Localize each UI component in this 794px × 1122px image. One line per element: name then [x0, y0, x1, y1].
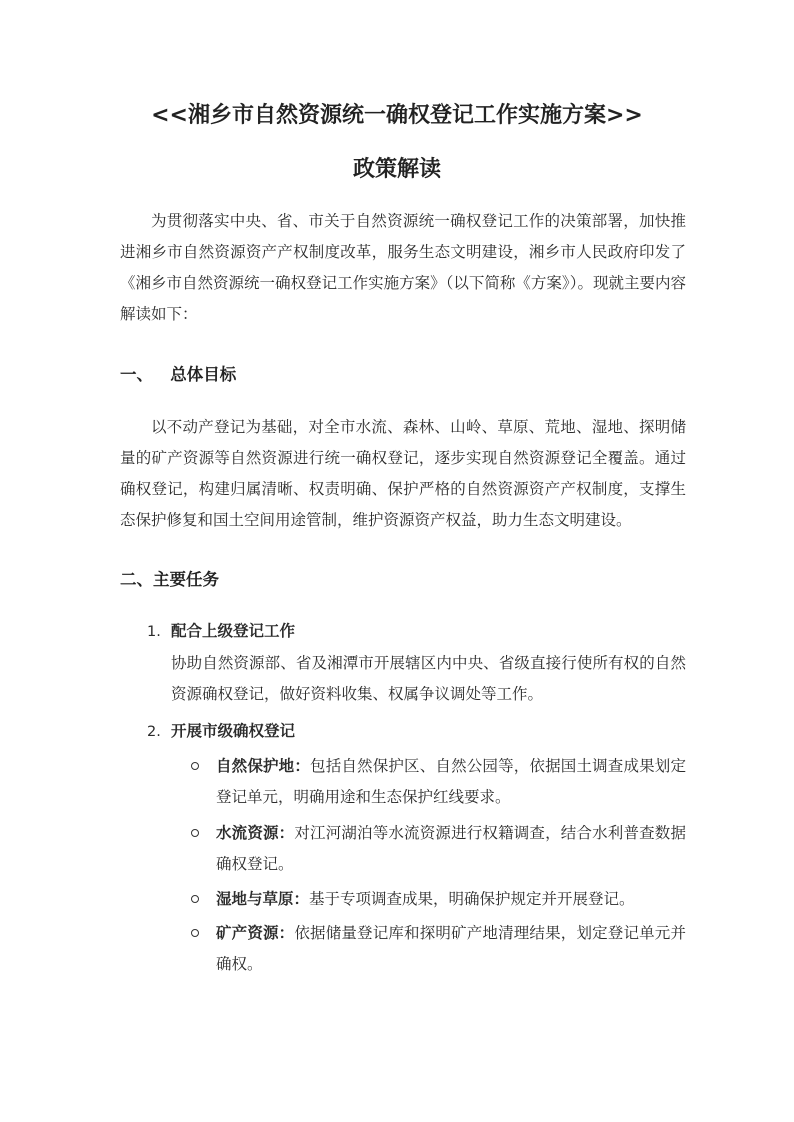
task-title: 开展市级确权登记	[171, 722, 296, 740]
list-item	[191, 918, 686, 980]
list-item	[191, 884, 686, 915]
document-subtitle: 政策解读	[352, 157, 441, 182]
task-title: 配合上级登记工作	[171, 622, 296, 640]
circle-bullet-icon	[191, 929, 199, 937]
task-item	[147, 719, 295, 741]
list-item-label: 水流资源：	[216, 824, 295, 842]
list-item-text: 包括自然保护区、自然公园等，依据国土调查成果划定登记单元，明确用途和生态保护红线要求。	[216, 757, 686, 806]
list-item-label: 矿产资源：	[216, 924, 295, 942]
overall-goal-paragraph: 以不动产登记为基础，对全市水流、森林、山岭、草原、荒地、湿地、探明储量的矿产资源等自然资源进行统一确权登记，逐步实现自然资源登记全覆盖。通过确权登记，构建归属清晰、权责明确、保护严格的自然资源资产产权制度，支撑生态保护修复和国土空间用途管制，维护资源资产权益，助力生态文明建设。	[120, 418, 686, 529]
list-item	[191, 818, 686, 880]
list-item-label: 湿地与草原：	[216, 890, 310, 908]
document-title: <<湘乡市自然资源统一确权登记工作实施方案>>	[151, 103, 643, 128]
list-item-text: 依据储量登记库和探明矿产地清理结果，划定登记单元并确权。	[216, 924, 686, 973]
intro-paragraph: 为贯彻落实中央、省、市关于自然资源统一确权登记工作的决策部署，加快推进湘乡市自然资源资产产权制度改革，服务生态文明建设，湘乡市人民政府印发了《湘乡市自然资源统一确权登记工作实施方案》（以下简称《方案》）。现就主要内容解读如下：	[120, 212, 686, 323]
circle-bullet-icon	[191, 762, 199, 770]
list-item	[191, 751, 686, 813]
task-description: 协助自然资源部、省及湘潭市开展辖区内中央、省级直接行使所有权的自然资源确权登记，做好资料收集、权属争议调处等工作。	[171, 654, 686, 703]
circle-bullet-icon	[191, 829, 199, 837]
list-item-label: 自然保护地：	[216, 757, 311, 775]
circle-bullet-icon	[191, 895, 199, 903]
list-item-text: 基于专项调查成果，明确保护规定并开展登记。	[309, 890, 635, 908]
list-item-text: 对江河湖泊等水流资源进行权籍调查，结合水利普查数据确权登记。	[216, 824, 686, 873]
task-number: 2.	[147, 724, 161, 740]
section-heading-main-tasks: 二、主要任务	[120, 570, 219, 589]
section-heading-overall-goal: 一、 总体目标	[120, 365, 237, 384]
task-item	[147, 619, 295, 641]
task-number: 1.	[147, 624, 161, 640]
